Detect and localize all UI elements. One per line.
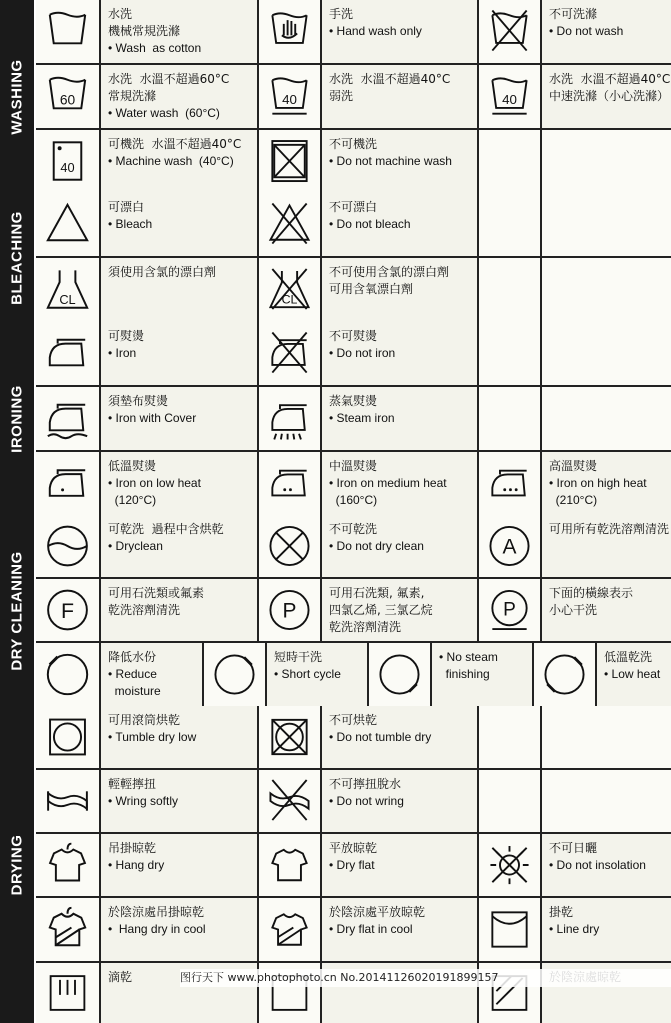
care-label-zh: 於陰涼處平放晾乾 <box>329 905 426 919</box>
care-label-zh: 可用石洗類或氟素 乾洗溶劑清洗 <box>108 586 205 617</box>
care-label-en: • Bleach <box>108 217 153 231</box>
section-washing <box>0 0 671 194</box>
care-label-text <box>322 387 477 427</box>
care-label-text <box>597 643 671 683</box>
care-label-text <box>322 0 477 40</box>
care-label-en: • Wash as cotton <box>108 41 202 55</box>
dry-flat-icon <box>259 834 320 896</box>
care-label-zh: 滴乾 <box>108 970 133 984</box>
empty-cell <box>542 770 671 832</box>
care-label-zh: 不可機洗 <box>329 137 378 151</box>
symbol-cell <box>479 834 540 896</box>
svg-text:60: 60 <box>59 92 76 108</box>
symbol-cell <box>259 0 320 63</box>
section-label: WASHING <box>8 59 26 135</box>
care-label-zh: 中溫熨燙 <box>329 459 378 473</box>
care-label-text <box>101 834 257 874</box>
care-label-zh: 水洗 水溫不超過40°C 弱洗 <box>329 72 451 103</box>
care-label-text <box>322 452 477 509</box>
description-cell <box>542 452 671 516</box>
line-dry-icon <box>479 898 540 961</box>
description-cell <box>322 258 477 322</box>
iron-icon <box>36 322 99 385</box>
care-label-en: • Iron on medium heat (160°C) <box>329 476 447 507</box>
care-label-en: • Iron on low heat (120°C) <box>108 476 201 507</box>
empty-cell <box>542 322 671 385</box>
care-label-zh: 掛乾 <box>549 905 574 919</box>
symbol-cell <box>259 65 320 128</box>
care-label-zh: 下面的橫線表示 小心干洗 <box>549 586 634 617</box>
no-sun-icon <box>479 834 540 896</box>
care-label-en: • Do not machine wash <box>329 154 452 168</box>
care-label-zh: 不可乾洗 <box>329 522 378 536</box>
care-label-text <box>101 515 257 555</box>
description-cell <box>322 706 477 768</box>
care-label-zh: 不可漂白 <box>329 200 378 214</box>
care-label-zh: 須墊布熨燙 <box>108 394 169 408</box>
care-label-en: • Do not tumble dry <box>329 730 432 744</box>
no-wring-icon <box>259 770 320 832</box>
care-label-zh: 可熨燙 <box>108 329 145 343</box>
symbol-cell <box>36 452 99 516</box>
drip-dry-icon <box>36 963 99 1023</box>
care-label-zh: 不可日曬 <box>549 841 598 855</box>
no-bleach-icon <box>259 193 320 256</box>
wash-40-fast-icon <box>479 65 540 128</box>
care-label-en: • Do not bleach <box>329 217 411 231</box>
care-label-en: • Hand wash only <box>329 24 422 38</box>
symbol-cell <box>479 0 540 63</box>
care-label-zh: 輕輕擰扭 <box>108 777 157 791</box>
empty-cell <box>542 387 671 450</box>
symbol-cell <box>259 770 320 832</box>
care-label-en: • Machine wash (40°C) <box>108 154 234 168</box>
section-dry-cleaning <box>0 515 671 706</box>
symbol-cell <box>36 515 99 577</box>
care-label-text <box>101 452 257 509</box>
symbol-cell <box>36 770 99 832</box>
section-grid <box>36 515 671 706</box>
care-label-zh: 蒸氣熨燙 <box>329 394 378 408</box>
empty-cell <box>479 193 540 256</box>
description-cell <box>101 130 257 194</box>
care-label-zh: 吊掛晾乾 <box>108 841 157 855</box>
steam-iron-icon <box>259 387 320 450</box>
section-sidebar <box>0 0 34 194</box>
care-label-en: • Steam iron <box>329 411 395 425</box>
bleach-icon <box>36 193 99 256</box>
symbol-cell <box>36 193 99 256</box>
care-label-text <box>322 322 477 362</box>
section-ironing <box>0 322 671 516</box>
circle-mod-2-icon <box>204 643 265 706</box>
care-label-en: • Do not wash <box>549 24 624 38</box>
description-cell <box>101 387 257 450</box>
empty-cell <box>479 706 540 768</box>
symbol-cell <box>36 258 99 322</box>
care-label-en: • Tumble dry low <box>108 730 197 744</box>
care-label-text <box>322 65 477 105</box>
description-cell <box>101 193 257 256</box>
description-cell <box>101 706 257 768</box>
section-grid <box>36 0 671 194</box>
wring-icon <box>36 770 99 832</box>
care-label-en: • Wring softly <box>108 794 178 808</box>
care-label-zh: 不可烘乾 <box>329 713 378 727</box>
symbol-cell <box>259 898 320 961</box>
care-label-en: • Short cycle <box>274 667 341 681</box>
section-label: DRYING <box>8 834 26 895</box>
care-label-en: • Low heat <box>604 667 661 681</box>
care-label-en: • Do not iron <box>329 346 396 360</box>
description-cell <box>322 898 477 961</box>
care-label-text <box>542 834 671 874</box>
care-label-en: • No steam finishing <box>439 650 498 681</box>
care-label-zh: 短時干洗 <box>274 650 323 664</box>
symbol-cell <box>259 130 320 194</box>
care-label-en: • Line dry <box>549 922 600 936</box>
description-cell <box>322 322 477 385</box>
description-cell <box>542 898 671 961</box>
description-cell <box>542 515 671 577</box>
wash-60-icon <box>36 65 99 128</box>
symbol-cell <box>36 643 99 706</box>
care-label-text <box>322 515 477 555</box>
symbol-cell <box>36 706 99 768</box>
care-label-en: • Dry flat in cool <box>329 922 413 936</box>
symbol-cell <box>534 643 595 706</box>
care-label-zh: 降低水份 <box>108 650 157 664</box>
no-dryclean-icon <box>259 515 320 577</box>
care-label-en: • Reduce moisture <box>108 667 161 698</box>
care-label-zh: 可機洗 水溫不超過40°C <box>108 137 242 151</box>
care-label-zh: 須使用含氯的漂白劑 <box>108 265 217 279</box>
description-cell <box>322 387 477 450</box>
section-sidebar <box>0 515 34 706</box>
description-cell <box>101 770 257 832</box>
symbol-cell <box>36 387 99 450</box>
symbol-cell <box>259 579 320 641</box>
care-label-text <box>101 258 257 281</box>
care-label-text <box>322 193 477 233</box>
care-label-zh: 高溫熨燙 <box>549 459 598 473</box>
care-label-text <box>101 193 257 233</box>
description-cell <box>542 834 671 896</box>
care-label-text <box>101 387 257 427</box>
description-cell <box>322 770 477 832</box>
section-label: DRY CLEANING <box>8 550 26 671</box>
care-label-en: • Iron on high heat (210°C) <box>549 476 647 507</box>
care-label-zh: 可用石洗類, 氟素, 四氯乙烯, 三氯乙烷 乾洗溶劑清洗 <box>329 586 433 634</box>
description-cell <box>322 130 477 194</box>
symbol-cell <box>479 898 540 961</box>
empty-cell <box>542 706 671 768</box>
hang-cool-icon <box>36 898 99 961</box>
iron-medium-icon <box>259 452 320 516</box>
description-cell <box>597 643 671 706</box>
hand-wash-icon <box>259 0 320 63</box>
empty-cell <box>542 130 671 194</box>
section-label: BLEACHING <box>8 210 26 305</box>
care-label-zh: 低溫熨燙 <box>108 459 157 473</box>
no-machine-icon <box>259 130 320 194</box>
care-label-zh: 手洗 <box>329 7 354 21</box>
care-label-text <box>322 579 477 636</box>
care-label-text <box>322 258 477 298</box>
empty-cell <box>479 770 540 832</box>
care-label-text <box>101 643 202 700</box>
care-label-text <box>267 643 367 683</box>
description-cell <box>101 452 257 516</box>
iron-cover-icon <box>36 387 99 450</box>
symbol-cell <box>36 130 99 194</box>
symbol-cell <box>259 706 320 768</box>
care-label-text <box>101 65 257 122</box>
symbol-cell <box>259 387 320 450</box>
svg-text:P: P <box>282 599 297 623</box>
description-cell <box>101 0 257 63</box>
machine-40-icon <box>36 130 99 194</box>
symbol-cell <box>479 515 540 577</box>
care-label-zh: 不可洗滌 <box>549 7 598 21</box>
care-label-en: • Water wash (60°C) <box>108 106 220 120</box>
care-label-en: • Hang dry <box>108 858 165 872</box>
no-tumble-icon <box>259 706 320 768</box>
symbol-cell <box>36 322 99 385</box>
care-label-zh: 可用所有乾洗溶劑清洗 <box>549 522 670 536</box>
care-label-text <box>101 770 257 810</box>
symbol-cell <box>259 452 320 516</box>
care-label-text <box>322 706 477 746</box>
symbol-cell <box>36 834 99 896</box>
care-label-text <box>542 515 671 538</box>
symbol-cell <box>36 579 99 641</box>
no-chlorine-icon <box>259 258 320 322</box>
description-cell <box>101 579 257 641</box>
section-sidebar <box>0 706 34 1023</box>
circle-a-icon <box>479 515 540 577</box>
wash-tub-icon <box>36 0 99 63</box>
symbol-cell <box>204 643 265 706</box>
section-bleaching <box>0 193 671 322</box>
symbol-cell <box>479 579 540 641</box>
care-label-text <box>101 130 257 170</box>
description-cell <box>322 579 477 641</box>
care-label-zh: 可乾洗 過程中含烘乾 <box>108 522 224 536</box>
care-label-text <box>101 322 257 362</box>
dryclean-icon <box>36 515 99 577</box>
description-cell <box>101 322 257 385</box>
wash-40-gentle-icon <box>259 65 320 128</box>
circle-mod-1-icon <box>36 643 99 706</box>
description-cell <box>432 643 532 706</box>
description-cell <box>322 452 477 516</box>
svg-text:CL: CL <box>281 292 298 307</box>
care-label-text <box>101 579 257 619</box>
svg-text:40: 40 <box>282 92 297 108</box>
svg-text:40: 40 <box>60 159 75 175</box>
circle-p-icon <box>259 579 320 641</box>
empty-cell <box>479 130 540 194</box>
description-cell <box>101 898 257 961</box>
care-label-text <box>322 898 477 938</box>
symbol-cell <box>259 322 320 385</box>
iron-low-icon <box>36 452 99 516</box>
symbol-cell <box>369 643 430 706</box>
care-label-en: • Dryclean <box>108 539 163 553</box>
care-label-text <box>542 452 671 509</box>
description-cell <box>322 0 477 63</box>
care-label-zh: 水洗 水溫不超過60°C 常規洗滌 <box>108 72 230 103</box>
care-label-zh: 平放晾乾 <box>329 841 378 855</box>
no-wash-icon <box>479 0 540 63</box>
symbol-cell <box>259 515 320 577</box>
care-label-zh: 於陰涼處吊掛晾乾 <box>108 905 205 919</box>
description-cell <box>101 65 257 128</box>
section-grid <box>36 322 671 516</box>
empty-cell <box>542 193 671 256</box>
care-label-text <box>542 0 671 40</box>
description-cell <box>542 579 671 641</box>
care-label-zh: 不可擰扭脫水 <box>329 777 402 791</box>
section-label: IRONING <box>8 385 26 453</box>
section-sidebar <box>0 322 34 516</box>
symbol-cell <box>36 963 99 1023</box>
symbol-cell <box>259 834 320 896</box>
care-label-en: • Do not insolation <box>549 858 646 872</box>
description-cell <box>542 0 671 63</box>
description-cell <box>322 65 477 128</box>
hang-dry-icon <box>36 834 99 896</box>
section-sidebar <box>0 193 34 322</box>
care-label-zh: 不可使用含氯的漂白劑 可用含氧漂白劑 <box>329 265 450 296</box>
care-label-text <box>101 0 257 57</box>
description-cell <box>101 258 257 322</box>
care-label-en: • Do not wring <box>329 794 404 808</box>
care-label-zh: 不可熨燙 <box>329 329 378 343</box>
description-cell <box>322 834 477 896</box>
description-cell <box>101 515 257 577</box>
symbol-cell <box>36 65 99 128</box>
symbol-cell <box>259 258 320 322</box>
circle-p-line-icon <box>479 579 540 641</box>
description-cell <box>322 193 477 256</box>
description-cell <box>267 643 367 706</box>
description-cell <box>101 834 257 896</box>
care-label-zh: 可用滾筒烘乾 <box>108 713 181 727</box>
no-iron-icon <box>259 322 320 385</box>
watermark-text: 图行天下 www.photophoto.cn No.20141126020191899157 <box>180 969 671 987</box>
svg-text:40: 40 <box>502 92 517 108</box>
care-label-en: • Hang dry in cool <box>108 922 206 936</box>
care-label-zh: 水洗 水溫不超過40°C 中速洗滌（小心洗滌） <box>549 72 671 103</box>
flat-cool-icon <box>259 898 320 961</box>
care-label-text <box>542 579 671 619</box>
care-label-zh: 可漂白 <box>108 200 145 214</box>
iron-high-icon <box>479 452 540 516</box>
svg-text:F: F <box>60 598 75 623</box>
svg-text:A: A <box>502 535 517 559</box>
chlorine-icon <box>36 258 99 322</box>
svg-text:P: P <box>503 599 516 621</box>
care-label-zh: 低溫乾洗 <box>604 650 653 664</box>
symbol-cell <box>479 65 540 128</box>
circle-f-icon <box>36 579 99 641</box>
description-cell <box>542 65 671 128</box>
empty-cell <box>479 258 540 322</box>
care-label-text <box>432 643 532 683</box>
care-label-zh: 水洗 機械常規洗滌 <box>108 7 181 38</box>
empty-cell <box>479 387 540 450</box>
care-label-en: • Iron <box>108 346 137 360</box>
description-cell <box>322 515 477 577</box>
symbol-cell <box>259 193 320 256</box>
care-label-en: • Dry flat <box>329 858 375 872</box>
care-label-text <box>322 770 477 810</box>
circle-mod-4-icon <box>534 643 595 706</box>
symbol-cell <box>36 898 99 961</box>
care-label-text <box>101 898 257 938</box>
empty-cell <box>479 322 540 385</box>
symbol-cell <box>36 0 99 63</box>
care-label-text <box>542 898 671 938</box>
care-label-text <box>101 706 257 746</box>
care-label-en: • Iron with Cover <box>108 411 197 425</box>
section-grid <box>36 193 671 322</box>
tumble-low-icon <box>36 706 99 768</box>
empty-cell <box>542 258 671 322</box>
care-label-text <box>322 130 477 170</box>
symbol-cell <box>479 452 540 516</box>
circle-mod-3-icon <box>369 643 430 706</box>
care-label-en: • Do not dry clean <box>329 539 424 553</box>
description-cell <box>101 643 202 706</box>
svg-text:CL: CL <box>59 291 76 307</box>
care-label-text <box>542 65 671 105</box>
care-label-text <box>322 834 477 874</box>
